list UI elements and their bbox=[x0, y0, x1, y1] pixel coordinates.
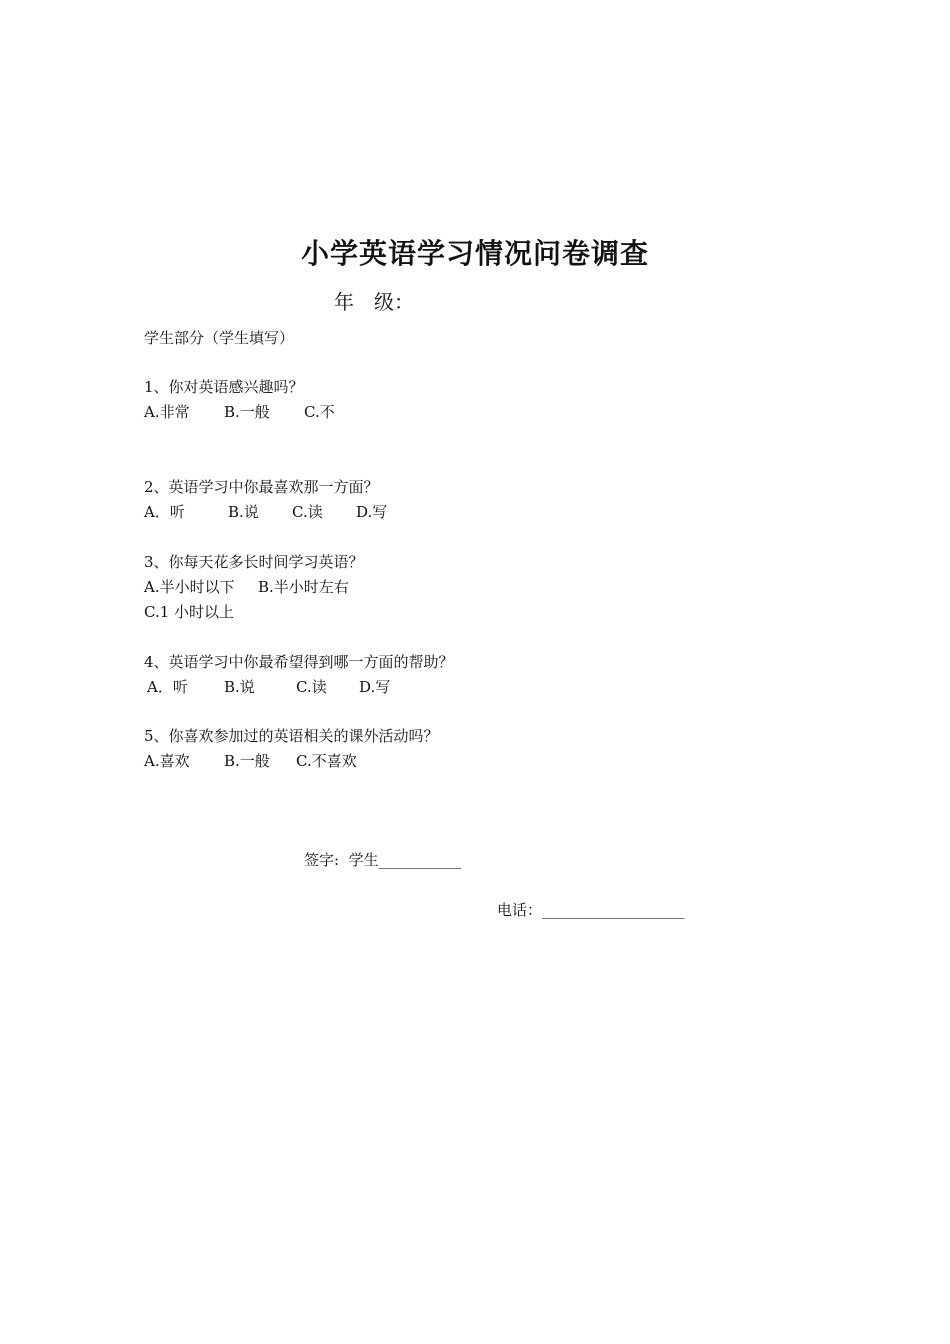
section-heading: 学生部分（学生填写） bbox=[144, 329, 295, 347]
q4-option-d: D.写 bbox=[359, 678, 391, 696]
student-signature-line: 签字: 学生___________ bbox=[304, 851, 462, 869]
q2-option-c: C.读 bbox=[292, 503, 323, 521]
q5-option-b: B.一般 bbox=[224, 752, 270, 770]
grade-field-label: 年 级： bbox=[334, 290, 414, 314]
q3-option-a: A.半小时以下 bbox=[144, 578, 235, 596]
page-title: 小学英语学习情况问卷调查 bbox=[300, 237, 649, 270]
q4-option-a: A．听 bbox=[147, 678, 188, 696]
question-2: 2、英语学习中你最喜欢那一方面？ bbox=[144, 478, 379, 496]
question-4: 4、英语学习中你最希望得到哪一方面的帮助？ bbox=[144, 653, 454, 671]
phone-line: 电话：___________________ bbox=[497, 901, 685, 919]
q2-option-a: A．听 bbox=[144, 503, 185, 521]
q2-option-d: D.写 bbox=[356, 503, 388, 521]
q4-option-b: B.说 bbox=[224, 678, 255, 696]
q4-option-c: C.读 bbox=[296, 678, 327, 696]
q1-option-c: C.不 bbox=[304, 403, 335, 421]
q1-option-b: B.一般 bbox=[224, 403, 270, 421]
q2-option-b: B.说 bbox=[228, 503, 259, 521]
q5-option-c: C.不喜欢 bbox=[296, 752, 357, 770]
q1-option-a: A.非常 bbox=[144, 403, 190, 421]
q3-option-b: B.半小时左右 bbox=[258, 578, 349, 596]
q3-option-c: C.1 小时以上 bbox=[144, 603, 235, 621]
q5-option-a: A.喜欢 bbox=[144, 752, 190, 770]
question-1: 1、你对英语感兴趣吗？ bbox=[144, 378, 304, 396]
question-3: 3、你每天花多长时间学习英语？ bbox=[144, 553, 364, 571]
question-5: 5、你喜欢参加过的英语相关的课外活动吗？ bbox=[144, 727, 439, 745]
